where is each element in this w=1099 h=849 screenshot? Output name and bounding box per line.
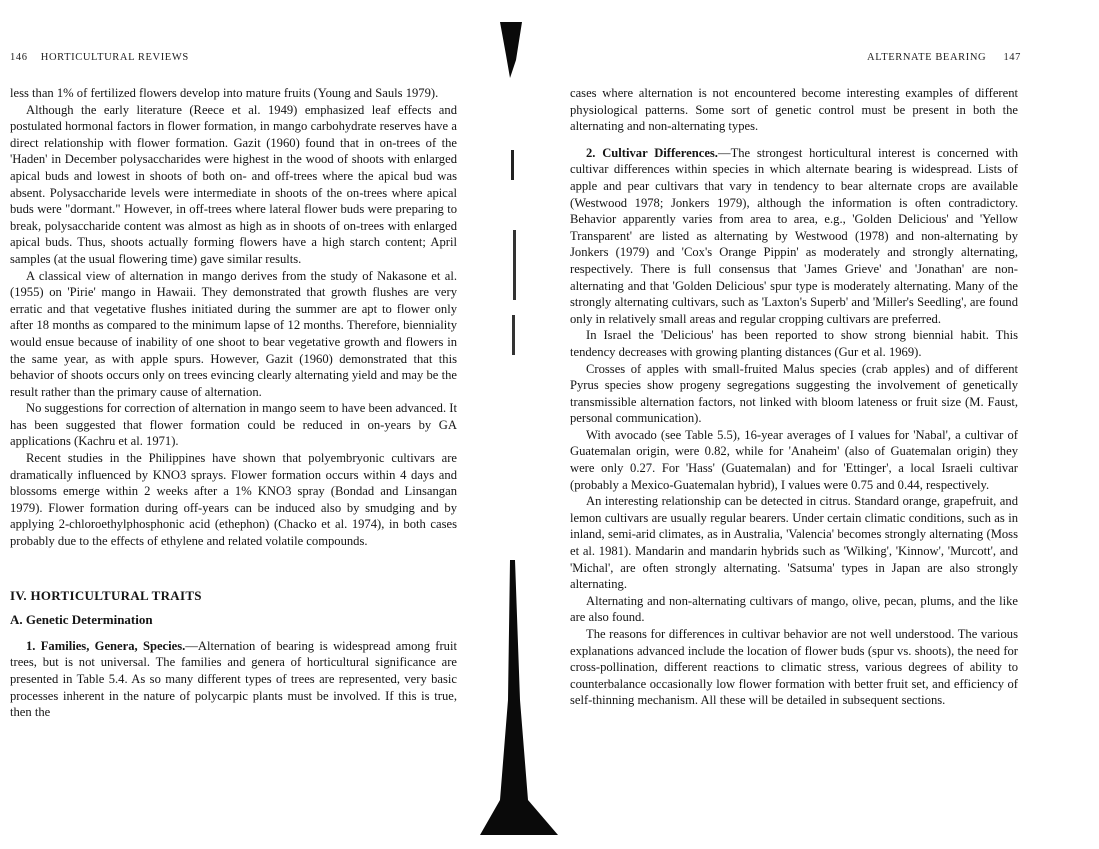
paragraph: A classical view of alternation in mango derives from the study of Nakasone et al. (1955) on 'Pirie' mango in Hawaii. They demonstrated that growth flushes are very erratic and that vegetative flushes initiated during the summer are apt to flower only after 18 months as compared to the minimum lapse of 12 months. Therefore, bienniality would ensue because of inability of one shoot to bear vegetative growth and flowers in the same year, as with apple spurs. However, Gazit (1960) demonstrated that this behavior of shoots occurs only on trees evincing clearly alternating yield and may be the result rather than the primary cause of alternation. <box>10 268 457 399</box>
left-page <box>0 0 500 849</box>
paragraph: With avocado (see Table 5.5), 16-year averages of I values for 'Nabal', a cultivar of Guatemalan origin, were 0.82, while for 'Anaheim' (also of Guatemalan origin) they were only 0.27. For 'Hass' (Guatemalan) and for 'Ettinger', a local Israeli cultivar (probably a Mexico-Guatemalan hybrid), I values were 0.75 and 0.44, respectively. <box>570 427 1018 492</box>
paragraph: Alternating and non-alternating cultivars of mango, olive, pecan, plums, and the like are also found. <box>570 593 1018 625</box>
left-running-title: HORTICULTURAL REVIEWS <box>40 52 189 63</box>
right-page-number: 147 <box>1003 52 1021 63</box>
paragraph: No suggestions for correction of alternation in mango seem to have been advanced. It has been suggested that flower formation could be reduced in on-years by GA applications (Kachru et al. 1971). <box>10 401 457 449</box>
left-running-head <box>10 52 189 63</box>
paragraph-text: —The strongest horticultural interest is concerned with cultivar differences within species in which alternate bearing is widespread. Lists of apple and pear cultivars that vary in tendency to bear alternate crops are available (Westwood 1978; Jonkers 1979), although the information is often contradictory. Behavior apparently varies from area to area, e.g., 'Golden Delicious' and 'Yellow Transparent' are listed as alternating by Westwood (1978) and non-alternating by Jonkers (1979) and 'Cox's Orange Pippin' as moderately and strongly alternating, respectively. There is full consensus that 'James Grieve' and 'Jonathan' are non-alternating and that 'Golden Delicious' spur type is moderately alternating. Many of the strongly alternating cultivars, such as 'Laxton's Superb' and 'Miller's Seedling', are found only in relatively small areas and regular cropping cultivars are preferred. <box>570 145 1018 326</box>
paragraph: An interesting relationship can be detected in citrus. Standard orange, grapefruit, and lemon cultivars are usually regular bearers. Under certain climatic conditions, such as in inland, semi-arid climates, as in Australia, 'Valencia' becomes strongly alternating (Moss et al. 1981). Mandarin and mandarin hybrids such as 'Wilking', 'Kinnow', 'Murcott', and 'Michal', are often strongly alternating. 'Satsuma' types in Japan are also strongly alternating. <box>570 494 1018 592</box>
left-body-text <box>10 85 457 721</box>
binding-gutter-shadow <box>480 0 560 849</box>
right-page <box>560 0 1099 849</box>
paragraph-text: —Alternation of bearing is widespread among fruit trees, but is not universal. The families and genera of horticultural significance are presented in Table 5.4. As so many different types of trees are represented, very basic processes inherent in the nature of polycarpic plants must be involved. If this is true, then the <box>10 638 457 720</box>
section-heading: IV. HORTICULTURAL TRAITS <box>10 587 202 603</box>
paragraph: Although the early literature (Reece et al. 1949) emphasized leaf effects and postulated hormonal factors in flower formation, in mango carbohydrate reserves have a direct relationship with flower formation. Gazit (1960) found that in on-trees of the 'Haden' in December polysaccharides were highest in the wood of shoots with enlarged apical buds and lowest in shoots of both on- and off-trees where the apical bud was absent. Polysaccharide levels were intermediate in shoots of the on-trees where apical buds were "dormant." However, in off-trees where lateral flower buds were preparing to break, polysaccharide content was almost as high as in shoots of on-trees with enlarged apical buds. Thus, shoots actually forming flowers have a high starch content; April samples (at the usual flowering time) gave similar results. <box>10 102 457 266</box>
paragraph-cultivar <box>570 145 1018 328</box>
paragraph: Recent studies in the Philippines have shown that polyembryonic cultivars are dramatically influenced by KNO3 sprays. Flower formation occurs within 4 days and blossoms emerge within 2 weeks after a 1% KNO3 spray (Bondad and Linsangan 1979). Flower formation during off-years can be induced also by smudging and by applying 2-chloroethylphosphonic acid (ethephon) (Chacko et al. 1974), in both cases probably due to the effects of ethylene and related volatile compounds. <box>10 451 457 549</box>
paragraph: less than 1% of fertilized flowers develop into mature fruits (Young and Sauls 1979). <box>10 86 439 100</box>
runin-heading: 1. Families, Genera, Species. <box>26 638 186 653</box>
paragraph: cases where alternation is not encountered become interesting examples of different physiological patterns. Some sort of genetic control must be present in both the alternating and non-alternating types. <box>570 86 1018 134</box>
subsection-heading: A. Genetic Determination <box>10 612 153 628</box>
paragraph-families <box>10 638 457 721</box>
paragraph: The reasons for differences in cultivar behavior are not well understood. The various explanations advanced include the location of flower buds (spur vs. shoots), the need for cross-pollination, different reactions to climatic stress, various degrees of ability to counterbalance occasionally low flower formation with better fruit set, and efficiency of self-thinning mechanism. All these will be detailed in subsequent sections. <box>570 627 1018 708</box>
paragraph: Crosses of apples with small-fruited Malus species (crab apples) and of different Pyrus species show progeny segregations suggesting the involvement of genetically transmissible alternation factors, not linked with bloom lateness or fruit size (M. Faust, personal communication). <box>570 361 1018 426</box>
left-page-number: 146 <box>10 52 28 63</box>
paragraph: In Israel the 'Delicious' has been reported to show strong biennial habit. This tendency decreases with growing planting distances (Gur et al. 1969). <box>570 328 1018 359</box>
runin-heading: 2. Cultivar Differences. <box>586 145 718 160</box>
right-running-title: ALTERNATE BEARING <box>867 52 987 63</box>
right-running-head <box>867 52 1021 63</box>
right-body-text <box>570 85 1018 709</box>
